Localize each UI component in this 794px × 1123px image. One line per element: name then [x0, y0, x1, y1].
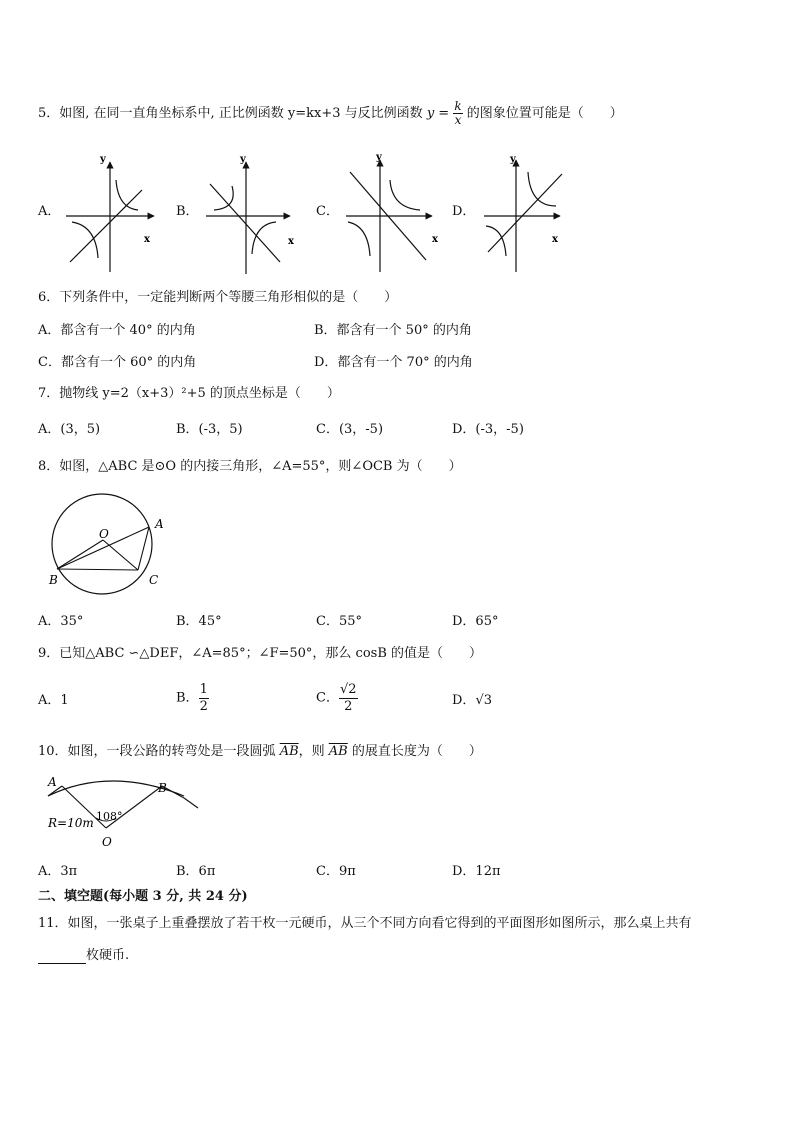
q9-option-c [316, 682, 358, 715]
q11-answer-blank[interactable] [38, 950, 86, 964]
q9-b-num: 1 [199, 682, 208, 697]
q9-option-c-label: C． [316, 690, 339, 706]
q5-fraction [453, 100, 462, 127]
q9-option-d-label: D． [452, 693, 476, 708]
q8-circle-figure [45, 490, 185, 600]
q9-b-den: 2 [199, 699, 208, 714]
q9-option-b-fraction [199, 682, 209, 715]
q11-line2-post: 枚硬币. [86, 948, 130, 963]
q6-option-c: C．都含有一个 60° 的内角 [38, 355, 197, 370]
q10-option-d: D．12π [452, 864, 501, 879]
q7-option-b: B．(-3，5) [176, 422, 243, 437]
q6-option-b: B．都含有一个 50° 的内角 [314, 323, 472, 338]
q6-stem: 6．下列条件中，一定能判断两个等腰三角形相似的是（ ） [38, 290, 398, 305]
q5-graph-c [338, 150, 458, 280]
q7-option-a: A．(3，5) [38, 422, 101, 437]
q9-option-a: A．1 [38, 693, 69, 708]
section2-heading: 二、填空题(每小题 3 分, 共 24 分) [38, 889, 248, 904]
q10-arc-1: $\overline{AB}$ [279, 744, 299, 759]
q5-graph-a [60, 150, 180, 280]
q6-option-a: A．都含有一个 40° 的内角 [38, 323, 196, 338]
q5-option-b-label: B． [176, 204, 199, 219]
q9-c-den: 2 [344, 699, 353, 714]
q8-option-b: B．45° [176, 614, 222, 629]
q5-frac-den: x [454, 113, 462, 127]
q5-y-var: y [426, 106, 435, 121]
q9-option-d [452, 693, 492, 709]
q5b-y-label: y [240, 154, 246, 165]
q9-option-d-value: √3 [475, 693, 492, 708]
q10-label-angle: 108° [96, 810, 123, 823]
q8-option-d: D．65° [452, 614, 499, 629]
q11-line2 [38, 948, 129, 964]
q10-stem-pre: 10．如图，一段公路的转弯处是一段圆弧 [38, 744, 280, 759]
q10-option-c: C．9π [316, 864, 356, 879]
q8-label-c: C [149, 573, 159, 587]
q5d-y-label: y [510, 154, 516, 165]
q5a-x-label: x [144, 234, 150, 245]
q5-stem-pre: 5．如图, 在同一直角坐标系中, 正比例函数 y=kx+3 与反比例函数 [38, 106, 427, 121]
q5-graph-b [198, 150, 318, 280]
q7-stem: 7．抛物线 y=2（x+3）²+5 的顶点坐标是（ ） [38, 386, 340, 401]
q8-label-b: B [49, 573, 58, 587]
q11-line1: 11．如图，一张桌子上重叠摆放了若干枚一元硬币，从三个不同方向看它得到的平面图形如图所示，那么桌上共有 [38, 916, 692, 931]
q10-label-a: A [48, 775, 57, 789]
q5-frac-num: k [454, 99, 462, 113]
q9-option-c-fraction [339, 682, 358, 715]
q10-option-b: B．6π [176, 864, 216, 879]
q5-option-c-label: C． [316, 204, 339, 219]
q8-label-a: A [155, 517, 164, 531]
q10-option-a: A．3π [38, 864, 78, 879]
q6-option-d: D．都含有一个 70° 的内角 [314, 355, 473, 370]
q5a-y-label: y [100, 154, 106, 165]
q5c-y-label: y [376, 152, 382, 163]
q5-eq: = [434, 106, 454, 121]
q9-option-b-label: B． [176, 690, 199, 706]
q7-option-c: C．(3，-5) [316, 422, 384, 437]
q10-road-arc-figure [40, 772, 200, 852]
q9-option-b [176, 682, 209, 715]
q10-label-radius: R=10m [48, 816, 94, 830]
q5c-x-label: x [432, 234, 438, 245]
q5-graph-d [474, 150, 594, 280]
q10-stem-post: 的展直长度为（ ） [347, 744, 482, 759]
q10-stem-mid: ，则 [298, 744, 329, 759]
q10-stem [38, 744, 482, 760]
q5-stem-post: 的图象位置可能是（ ） [462, 106, 623, 121]
q7-option-d: D．(-3，-5) [452, 422, 524, 437]
q10-label-b: B [158, 781, 167, 795]
q8-option-c: C．55° [316, 614, 362, 629]
q5-option-d-label: D． [452, 204, 476, 219]
q8-stem: 8．如图，△ABC 是⊙O 的内接三角形，∠A=55°，则∠OCB 为（ ） [38, 459, 462, 474]
q5-stem [38, 100, 623, 127]
q5d-x-label: x [552, 234, 558, 245]
q10-label-o: O [102, 835, 112, 849]
q8-label-o: O [99, 527, 109, 541]
q8-option-a: A．35° [38, 614, 84, 629]
q9-c-num: √2 [339, 682, 357, 697]
q5-option-a-label: A． [38, 204, 61, 219]
q10-arc-2: $\overline{AB}$ [328, 744, 348, 759]
q9-stem: 9．已知△ABC ∽△DEF，∠A=85°；∠F=50°，那么 cosB 的值是（ ） [38, 646, 483, 661]
q5b-x-label: x [288, 236, 294, 247]
